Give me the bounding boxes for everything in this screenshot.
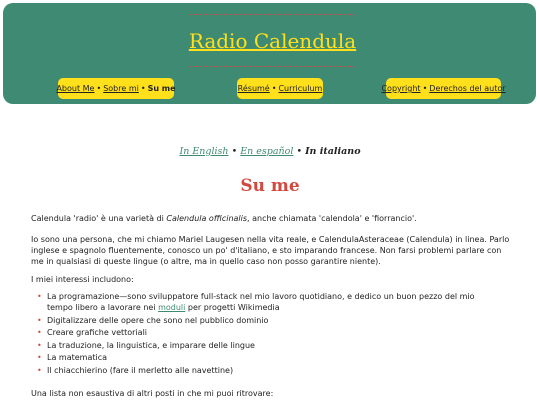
lang-separator: •: [231, 146, 238, 157]
lang-spanish-link[interactable]: En español: [240, 146, 294, 157]
nav-group-copyright: [381, 78, 506, 99]
list-item-text: La traduzione, la linguistica, e imparare delle lingue: [47, 340, 255, 350]
nav-su-me-current: Su me: [147, 84, 176, 93]
intro-text-end: , anche chiamata 'calendola' e 'fiorrancio'.: [247, 214, 417, 223]
list-item-text: La matematica: [47, 353, 108, 362]
nav-about-me-link[interactable]: About Me: [56, 84, 95, 93]
site-title-box: [189, 14, 356, 67]
nav-curriculum-link[interactable]: Curriculum: [278, 84, 323, 93]
bullet-icon: •: [37, 365, 42, 375]
about-paragraph: Io sono una persona, che mi chiamo Mariel Laugesen nella vita reale, e CalendulaAsteraceae (Calendula) in linea. Parlo inglese e spagnolo fluentemente, conosco un po' d'italiano, e sto imparando francese. Non farsi problemi parlare con me in qualsiasi di queste lingue (o altre, ma in quello caso non posso garantire niente).: [31, 235, 510, 266]
list-item: [31, 315, 501, 326]
bullet-icon: •: [37, 328, 42, 337]
moduli-link[interactable]: moduli: [158, 303, 186, 312]
nav-separator: •: [271, 84, 277, 93]
nav-sobre-mi-link[interactable]: Sobre mi: [103, 84, 139, 93]
bullet-icon: •: [37, 315, 42, 325]
intro-text: Calendula 'radio' è una varietà di: [31, 214, 167, 223]
list-item-text: La programazione—sono sviluppatore full-stack nel mio lavoro quotidiano, e dedico un buon pezzo del mio tempo libero a lavorare nei: [47, 292, 475, 312]
intro-paragraph: [31, 213, 511, 224]
site-header: [3, 3, 536, 104]
nav-group-about: [58, 78, 174, 99]
interests-list: [31, 291, 501, 377]
intro-scientific-name: Calendula officinalis: [166, 214, 248, 223]
nav-separator: •: [140, 84, 146, 93]
nav-group-resume: [237, 78, 323, 99]
nav-separator: •: [96, 84, 102, 93]
bullet-icon: •: [37, 292, 42, 301]
list-item: [31, 340, 501, 351]
list-item: [31, 327, 501, 338]
list-item-text-end: per progetti Wikimedia: [185, 303, 280, 312]
nav-resume-link[interactable]: Résumé: [237, 84, 270, 93]
elsewhere-intro: Una lista non esaustiva di altri posti in che mi puoi ritrovare:: [31, 389, 274, 398]
language-switcher: [0, 146, 540, 157]
lang-english-link[interactable]: In English: [179, 146, 229, 157]
list-item: [31, 352, 501, 363]
list-item-text: Digitalizzare delle opere che sono nel pubblico dominio: [47, 315, 269, 325]
list-item: [31, 365, 501, 376]
page-title: Su me: [240, 176, 300, 196]
interests-intro: I miei interessi includono:: [31, 275, 134, 284]
site-title-link[interactable]: Radio Calendula: [188, 28, 357, 53]
bullet-icon: •: [37, 353, 42, 362]
list-item-text: Creare grafiche vettoriali: [47, 328, 148, 337]
nav-copyright-link[interactable]: Copyright: [381, 84, 421, 93]
nav-separator: •: [422, 84, 428, 93]
bullet-icon: •: [37, 340, 42, 350]
lang-italian-current: In italiano: [305, 146, 361, 157]
list-item: [31, 291, 501, 313]
lang-separator: •: [296, 146, 303, 157]
nav-derechos-link[interactable]: Derechos del autor: [429, 84, 506, 93]
list-item-text: Il chiacchierino (fare il merletto alle navettine): [47, 365, 234, 375]
